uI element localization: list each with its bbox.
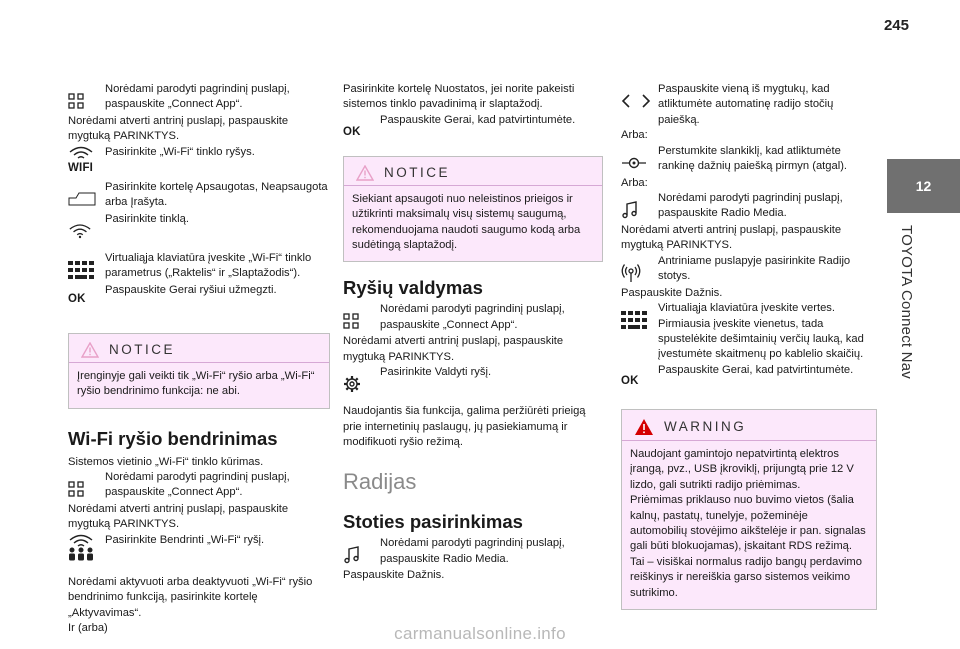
chapter-label: TOYOTA Connect Nav	[898, 225, 915, 379]
wifi-icon	[68, 145, 105, 180]
text: Norėdami aktyvuoti arba deaktyvuoti „Wi-Fi“ ryšio bendrinimo funkciją, pasirinkite kortelę „Aktyvavimas“.	[68, 575, 313, 619]
text: Naudojantis šia funkcija, galima peržiūrėti prieigą prie internetinių paslaugų, jų pasiekiamumą ir modifikuoti ryšio režimą.	[343, 405, 586, 449]
text: Sistemos vietinio „Wi-Fi“ tinklo kūrimas.	[68, 455, 264, 468]
warning-title: WARNING	[664, 419, 747, 435]
step-select-network	[68, 212, 330, 244]
section-heading: Ryšių valdymas	[343, 277, 483, 299]
step-wifi-connection	[68, 145, 330, 180]
step-connect-app	[68, 82, 330, 114]
keyboard-icon	[621, 301, 658, 333]
notice-box	[343, 156, 603, 263]
step-radio-media	[343, 536, 603, 568]
notice-title: NOTICE	[109, 342, 176, 358]
step-connect-app	[343, 302, 603, 334]
wifi-label: WIFI	[68, 161, 94, 174]
step-select-tab	[68, 180, 330, 212]
notice-text: Siekiant apsaugoti nuo neleistinos prieigos ir užtikrinti maksimalų visų sistemų saugumą, rekomenduojama naudoti saugumo kodą arba sudėtingą slaptažodį.	[352, 192, 581, 252]
warning-header	[622, 410, 876, 441]
text: Ir (arba)	[68, 622, 108, 635]
warning-triangle-icon	[356, 165, 374, 181]
text: Naudojant gamintojo nepatvirtintą elektros įrangą, pvz., USB įkroviklį, prijungtą prie 12 V lizdo, gali sutrikti radijo priėmimas.	[630, 447, 854, 491]
notice-header	[344, 157, 602, 186]
text: Pasirinkite Valdyti ryšį.	[380, 366, 492, 379]
warning-box	[621, 409, 877, 610]
warning-text	[622, 441, 876, 609]
text: Norėdami atverti antrinį puslapį, paspauskite mygtuką PARINKTYS.	[68, 503, 289, 531]
column-3	[621, 82, 877, 610]
text: Norėdami atverti antrinį puslapį, paspauskite mygtuką PARINKTYS.	[621, 224, 842, 252]
column-2	[343, 82, 603, 584]
step-ok	[68, 283, 330, 313]
text: Priėmimas priklauso nuo buvimo vietos (šalia kalnų, pastatų, tunelyje, požeminėje automobilių stovėjimo aikštelėje ir pan. signalas gali būti blokuojamas), įskaitant RDS režimą. Tai – visiškai normalus radijo bangų perdavimo reiškinys ir nereiškia garso sistemos veikimo sutrikimo.	[630, 494, 866, 599]
text: Paspauskite vieną iš mygtukų, kad atliktumėte automatinę radijo stočių paiešką.	[658, 83, 834, 126]
warning-triangle-icon	[81, 342, 99, 358]
text: Virtualiąja klaviatūra įveskite „Wi-Fi“ tinklo parametrus („Raktelis“ ir „Slaptažodis“).	[105, 251, 312, 280]
apps-grid-icon	[68, 82, 105, 114]
text: Norėdami parodyti pagrindinį puslapį, paspauskite Radio Media.	[380, 537, 565, 565]
text: Norėdami parodyti pagrindinį puslapį, paspauskite „Connect App“.	[105, 471, 290, 499]
slider-icon	[621, 144, 658, 176]
step-share-wifi	[68, 533, 330, 568]
notice-title: NOTICE	[384, 165, 451, 181]
notice-text: Įrenginyje gali veikti tik „Wi-Fi“ ryšio arba „Wi-Fi“ ryšio bendrinimo funkcija: ne abi.	[77, 369, 315, 398]
text: Pasirinkite Bendrinti „Wi-Fi“ ryšį.	[105, 533, 265, 546]
step-ok	[621, 363, 877, 395]
text: Norėdami parodyti pagrindinį puslapį, paspauskite Radio Media.	[658, 192, 843, 220]
text: Paspauskite Dažnis.	[621, 286, 723, 299]
wifi-share-icon	[68, 533, 105, 568]
text: Virtualiąja klaviatūra įveskite vertes. Pirmiausia įveskite vienetus, tada spustelėkite dešimtainių verčių lauką, kad įvestumėte skaitmenų po kablelio skaičių.	[658, 302, 864, 361]
text: Arba:	[621, 176, 648, 189]
section-heading: Wi-Fi ryšio bendrinimas	[68, 427, 278, 449]
music-note-icon	[343, 536, 380, 568]
step-manage-connection	[343, 365, 603, 397]
ok-icon: OK	[68, 293, 86, 306]
page-number: 245	[883, 17, 909, 34]
text: Antriniame puslapyje pasirinkite Radijo stotys.	[658, 254, 851, 283]
apps-grid-icon	[68, 470, 105, 502]
music-note-icon	[621, 191, 658, 223]
step-connect-app	[68, 470, 330, 502]
wifi-signal-icon	[68, 212, 105, 244]
tab-icon	[68, 180, 105, 212]
step-radio-stations	[621, 254, 877, 286]
chapter-number: 12	[915, 178, 932, 194]
text: Arba:	[621, 129, 648, 142]
watermark: carmanualsonline.info	[394, 624, 566, 643]
keyboard-icon	[68, 251, 105, 283]
step-keyboard	[621, 301, 877, 363]
text: Pasirinkite tinklą.	[105, 212, 189, 225]
text: Perstumkite slankiklį, kad atliktumėte rankinę dažnių paiešką pirmyn (atgal).	[658, 144, 848, 173]
text: Norėdami parodyti pagrindinį puslapį, paspauskite „Connect App“.	[105, 83, 290, 111]
radio-antenna-icon	[621, 254, 658, 286]
chevron-left-right-icon	[621, 82, 658, 114]
text: Norėdami atverti antrinį puslapį, paspauskite mygtuką PARINKTYS.	[343, 335, 564, 363]
step-radio-media	[621, 191, 877, 223]
text: Paspauskite Gerai, kad patvirtintumėte.	[658, 363, 854, 376]
step-slider	[621, 144, 877, 176]
notice-box	[68, 333, 330, 409]
text: Paspauskite Gerai ryšiui užmegzti.	[105, 283, 277, 296]
ok-icon: OK	[621, 375, 639, 388]
notice-header	[69, 334, 329, 363]
step-keyboard	[68, 251, 330, 283]
chapter-heading: Radijas	[343, 469, 417, 495]
chapter-tab	[887, 159, 960, 213]
section-heading: Stoties pasirinkimas	[343, 511, 523, 533]
text: Norėdami atverti antrinį puslapį, paspauskite mygtuką PARINKTYS.	[68, 115, 289, 143]
ok-icon: OK	[343, 126, 361, 139]
text: Pasirinkite kortelę Nuostatos, jei norite pakeisti sistemos tinklo pavadinimą ir slaptažodį.	[343, 83, 575, 111]
apps-grid-icon	[343, 302, 380, 334]
warning-triangle-icon	[634, 418, 654, 436]
step-auto-search	[621, 82, 877, 128]
text: Norėdami parodyti pagrindinį puslapį, paspauskite „Connect App“.	[380, 303, 565, 331]
step-ok	[343, 113, 603, 146]
text: Paspauskite Gerai, kad patvirtintumėte.	[380, 113, 576, 126]
text: Pasirinkite kortelę Apsaugotas, Neapsaugota arba Įrašyta.	[105, 180, 328, 209]
text: Pasirinkite „Wi-Fi“ tinklo ryšys.	[105, 145, 255, 158]
column-1	[68, 82, 330, 636]
text: Paspauskite Dažnis.	[343, 569, 445, 582]
gear-icon	[343, 365, 380, 397]
